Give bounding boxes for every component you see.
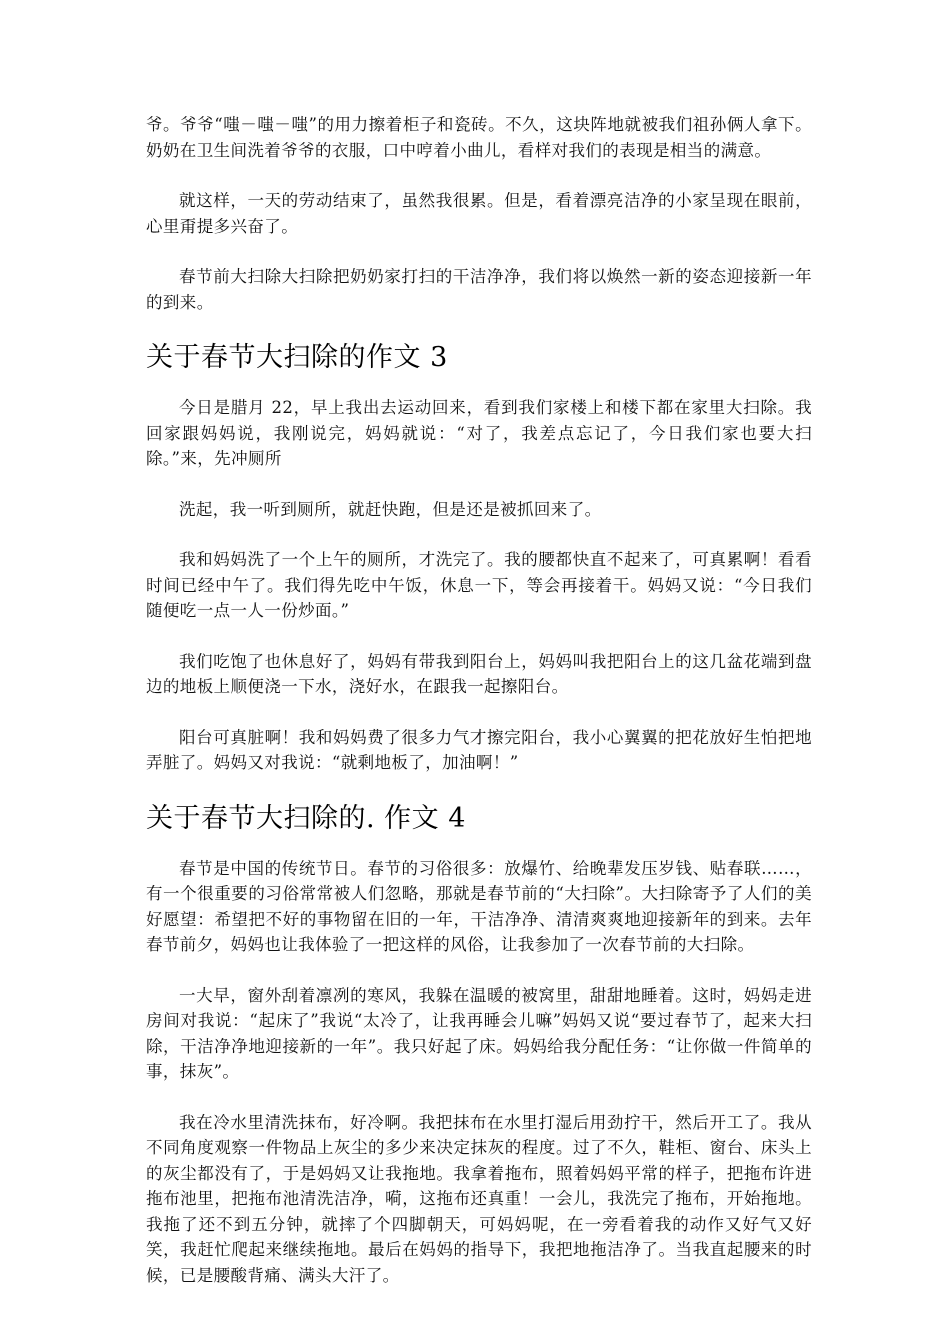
paragraph: 洗起，我一听到厕所，就赶快跑，但是还是被抓回来了。 bbox=[179, 499, 602, 519]
paragraph: 春节前大扫除大扫除把奶奶家打扫的干洁净净，我们将以焕然一新的姿态迎接新一年的到来。 bbox=[146, 267, 812, 312]
section-4-title: 关于春节大扫除的. 作文 4 bbox=[146, 802, 466, 834]
paragraph: 今日是腊月 22，早上我出去运动回来，看到我们家楼上和楼下都在家里大扫除。我回家跟妈妈说，我刚说完，妈妈就说：“对了，我差点忘记了，今日我们家也要大扫除。”来，先冲厕所 bbox=[146, 398, 812, 468]
paragraph: 我和妈妈洗了一个上午的厕所，才洗完了。我的腰都快直不起来了，可真累啊！看看时间已经中午了。我们得先吃中午饭，休息一下，等会再接着干。妈妈又说：“今日我们随便吃一点一人一份炒面。” bbox=[146, 550, 812, 620]
paragraph: 一大早，窗外刮着凛冽的寒风，我躲在温暖的被窝里，甜甜地睡着。这时，妈妈走进房间对我说：“起床了”我说“太冷了，让我再睡会儿嘛”妈妈又说“要过春节了，起来大扫除，干洁净净地迎接新的一年”。我只好起了床。妈妈给我分配任务：“让你做一件简单的事，抹灰”。 bbox=[146, 985, 812, 1081]
document-body bbox=[146, 112, 812, 1313]
paragraph: 爷。爷爷“嗤－嗤－嗤”的用力擦着柜子和瓷砖。不久，这块阵地就被我们祖孙俩人拿下。奶奶在卫生间洗着爷爷的衣服，口中哼着小曲儿，看样对我们的表现是相当的满意。 bbox=[146, 115, 812, 160]
paragraph: 我在冷水里清洗抹布，好冷啊。我把抹布在水里打湿后用劲拧干，然后开工了。我从不同角度观察一件物品上灰尘的多少来决定抹灰的程度。过了不久，鞋柜、窗台、床头上的灰尘都没有了，于是妈妈又让我拖地。我拿着拖布，照着妈妈平常的样子，把拖布许进拖布池里，把拖布池清洗洁净，嗬，这拖布还真重！一会儿，我洗完了拖布，开始拖地。我拖了还不到五分钟，就摔了个四脚朝天，可妈妈呢，在一旁看着我的动作又好气又好笑，我赶忙爬起来继续拖地。最后在妈妈的指导下，我把地拖洁净了。当我直起腰来的时候，已是腰酸背痛、满头大汗了。 bbox=[146, 1112, 812, 1285]
paragraph: 春节是中国的传统节日。春节的习俗很多：放爆竹、给晚辈发压岁钱、贴春联……，有一个很重要的习俗常常被人们忽略，那就是春节前的“大扫除”。大扫除寄予了人们的美好愿望：希望把不好的事物留在旧的一年，干洁净净、清清爽爽地迎接新年的到来。去年春节前夕，妈妈也让我体验了一把这样的风俗，让我参加了一次春节前的大扫除。 bbox=[146, 858, 812, 954]
section-3-title: 关于春节大扫除的作文 3 bbox=[146, 342, 448, 373]
paragraph: 就这样，一天的劳动结束了，虽然我很累。但是，看着漂亮洁净的小家呈现在眼前，心里甭提多兴奋了。 bbox=[146, 191, 812, 236]
paragraph: 阳台可真脏啊！我和妈妈费了很多力气才擦完阳台，我小心翼翼的把花放好生怕把地弄脏了。妈妈又对我说：“就剩地板了，加油啊！” bbox=[146, 727, 812, 772]
paragraph: 我们吃饱了也休息好了，妈妈有带我到阳台上，妈妈叫我把阳台上的这几盆花端到盘边的地板上顺便浇一下水，浇好水，在跟我一起擦阳台。 bbox=[146, 651, 812, 696]
